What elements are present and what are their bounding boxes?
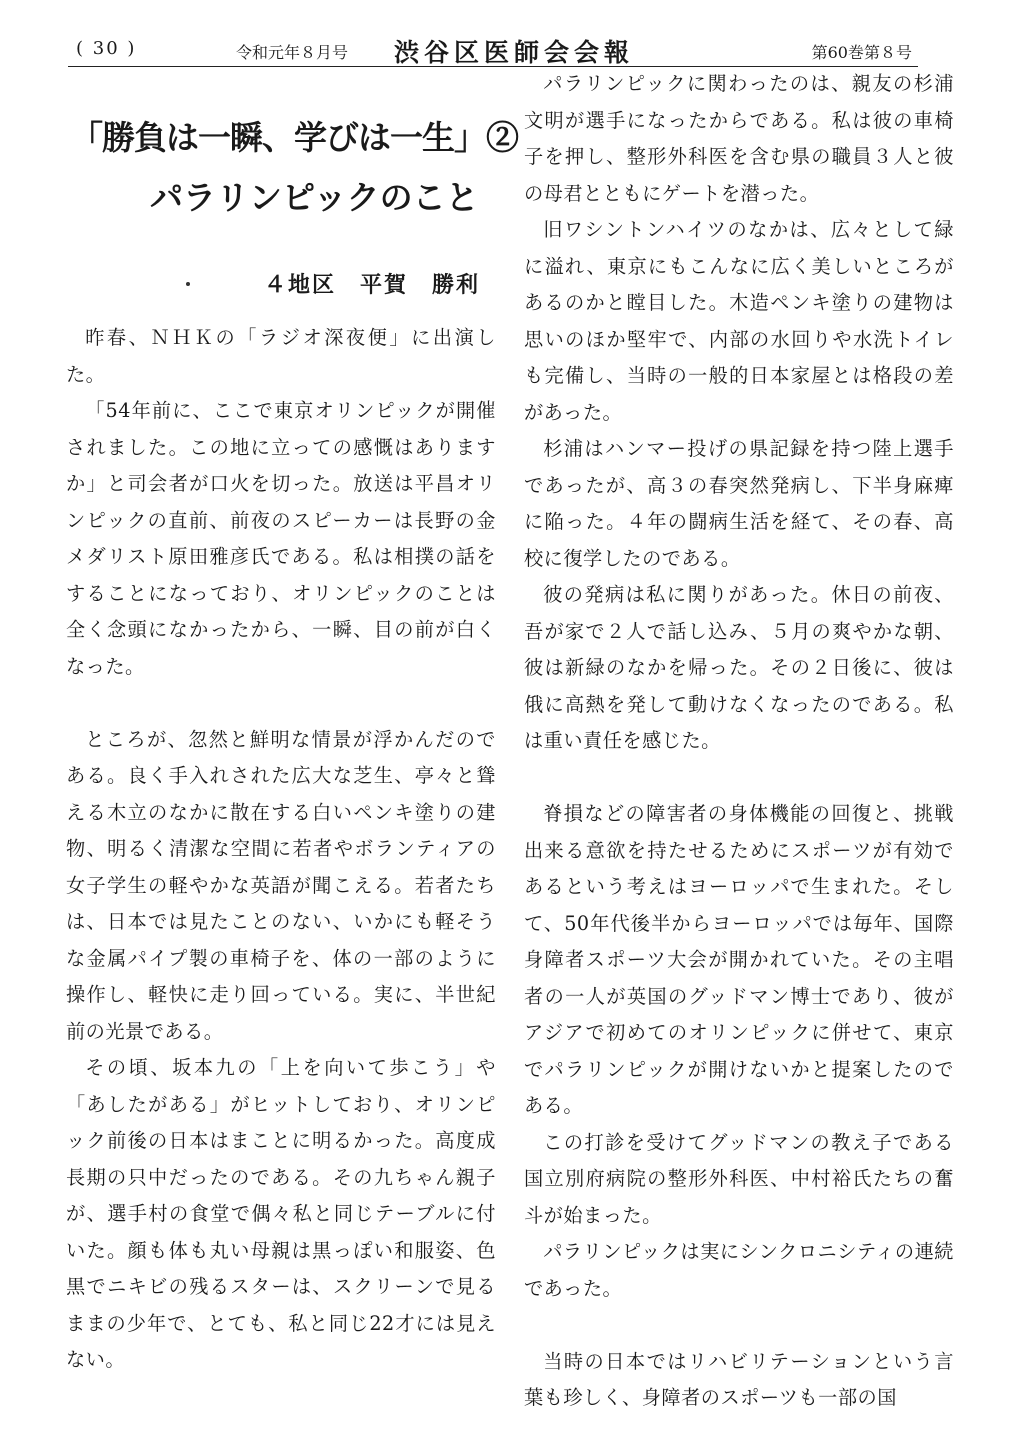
- article-subtitle: パラリンピックのこと: [150, 178, 479, 217]
- paragraph: ところが、忽然と鮮明な情景が浮かんだのである。良く手入れされた広大な芝生、亭々と聳える木立のなかに散在する白いペンキ塗りの建物、明るく清潔な空間に若者やボランティアの女子学生の軽やかな英語が聞こえる。若者たちは、日本では見たことのない、いかにも軽そうな金属パイプ製の車椅子を、体の一部のように操作し、軽快に走り回っている。実に、半世紀前の光景である。: [66, 727, 496, 1043]
- paragraph: パラリンピックに関わったのは、親友の杉浦文明が選手になったからである。私は彼の車椅子を押し、整形外科医を含む県の職員３人と彼の母君とともにゲートを潜った。: [524, 72, 954, 205]
- page-number: ( 30 ): [76, 38, 137, 59]
- left-column: [66, 320, 496, 1379]
- page-header: [68, 36, 918, 67]
- article-title: 「勝負は一瞬、学びは一生」②: [70, 118, 518, 157]
- paragraph: 昨春、ＮＨＫの「ラジオ深夜便」に出演した。: [66, 326, 496, 386]
- article-author: ４地区 平賀 勝利: [264, 272, 481, 298]
- right-column: [524, 66, 954, 1417]
- volume-number: 第60巻第８号: [811, 43, 912, 62]
- paragraph: 彼の発病は私に関りがあった。休日の前夜、吾が家で２人で話し込み、５月の爽やかな朝、彼は新緑のなかを帰った。その２日後に、彼は俄に高熱を発して動けなくなったのである。私は重い責任を感じた。: [524, 583, 954, 752]
- paragraph: 旧ワシントンハイツのなかは、広々として緑に溢れ、東京にもこんなに広く美しいところがあるのかと瞠目した。木造ペンキ塗りの建物は思いのほか堅牢で、内部の水回りや水洗トイレも完備し、当時の一般的日本家屋とは格段の差があった。: [524, 218, 954, 424]
- paragraph: その頃、坂本九の「上を向いて歩こう」や「あしたがある」がヒットしており、オリンピック前後の日本はまことに明るかった。高度成長期の只中だったのである。その九ちゃん親子が、選手村の食堂で偶々私と同じテーブルに付いた。顔も体も丸い母親は黒っぽい和服姿、色黒でニキビの残るスターは、スクリーンで見るままの少年で、とても、私と同じ22才には見えない。: [66, 1056, 496, 1371]
- stray-mark: [186, 282, 190, 286]
- paragraph: 杉浦はハンマー投げの県記録を持つ陸上選手であったが、高３の春突然発病し、下半身麻痺に陥った。４年の闘病生活を経て、その春、高校に復学したのである。: [524, 437, 954, 570]
- issue-date: 令和元年８月号: [236, 43, 349, 62]
- paragraph: 「54年前に、ここで東京オリンピックが開催されました。この地に立っての感慨はありますか」と司会者が口火を切った。放送は平昌オリンピックの直前、前夜のスピーカーは長野の金メダリスト原田雅彦氏である。私は相撲の話をすることになっており、オリンピックのことは全く念頭になかったから、一瞬、目の前が白くなった。: [66, 399, 496, 678]
- paragraph: 当時の日本ではリハビリテーションという言葉も珍しく、身障者のスポーツも一部の国: [524, 1349, 954, 1409]
- paragraph: 脊損などの障害者の身体機能の回復と、挑戦出来る意欲を持たせるためにスポーツが有効であるという考えはヨーロッパで生まれた。そして、50年代後半からヨーロッパでは毎年、国際身障者スポーツ大会が開かれていた。その主唱者の一人が英国のグッドマン博士であり、彼がアジアで初めてのオリンピックに併せて、東京でパラリンピックが開けないかと提案したのである。: [524, 802, 954, 1117]
- paragraph: この打診を受けてグッドマンの教え子である国立別府病院の整形外科医、中村裕氏たちの奮斗が始まった。: [524, 1130, 954, 1227]
- journal-title: 渋谷区医師会会報: [394, 38, 635, 67]
- paragraph: パラリンピックは実にシンクロニシティの連続であった。: [524, 1240, 954, 1300]
